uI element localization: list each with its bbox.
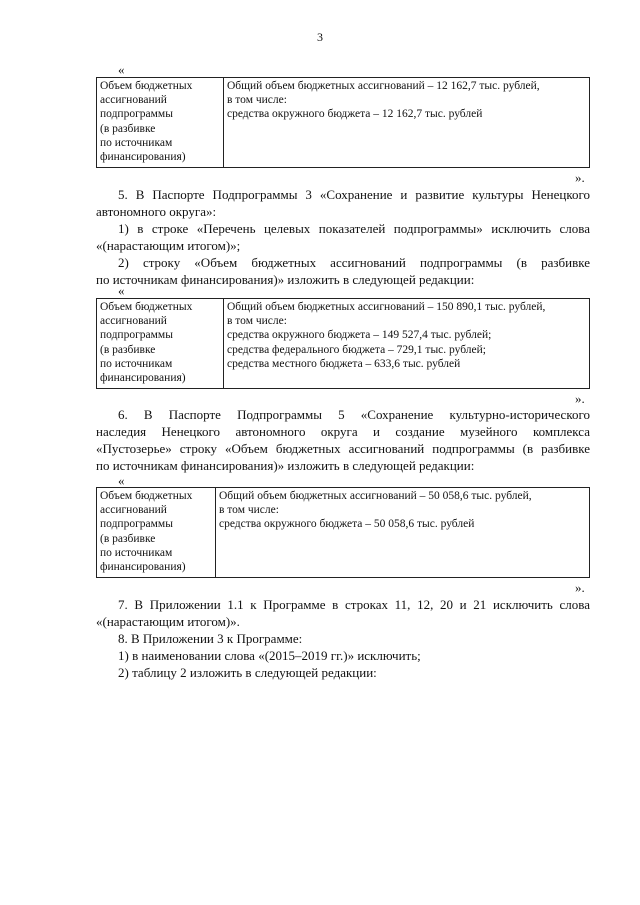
- text-line: «Пустозерье» строку «Объем бюджетных ассигнований подпрограммы (в разбивке: [96, 441, 590, 456]
- label-line: по источникам: [100, 357, 173, 370]
- paragraph-5: [96, 186, 590, 220]
- table-label-cell: [97, 299, 224, 388]
- value-line: средства местного бюджета – 633,6 тыс. рублей: [227, 357, 461, 370]
- paragraph-8-2: [96, 664, 590, 681]
- label-line: (в разбивке: [100, 122, 156, 135]
- closing-quote: ».: [575, 580, 585, 595]
- label-line: финансирования): [100, 151, 186, 164]
- value-line: средства окружного бюджета – 149 527,4 тыс. рублей;: [227, 329, 492, 342]
- paragraph-5-2: [96, 254, 590, 288]
- opening-quote: «: [118, 283, 125, 298]
- paragraph-6: [96, 406, 590, 474]
- text-line: автономного округа»:: [96, 204, 217, 219]
- table-value-cell: [224, 78, 589, 167]
- label-line: ассигнований: [100, 315, 167, 328]
- label-line: (в разбивке: [100, 343, 156, 356]
- label-line: финансирования): [100, 372, 186, 385]
- label-line: Объем бюджетных: [100, 490, 193, 502]
- value-line: в том числе:: [219, 504, 279, 517]
- label-line: (в разбивке: [100, 532, 156, 545]
- text-line: наследия Ненецкого автономного округа и создание музейного комплекса: [96, 424, 590, 439]
- label-line: Объем бюджетных: [100, 301, 193, 313]
- value-line: в том числе:: [227, 315, 287, 328]
- text-line: 1) в строке «Перечень целевых показателей подпрограммы» исключить слова: [118, 221, 590, 236]
- text-line: 5. В Паспорте Подпрограммы 3 «Сохранение и развитие культуры Ненецкого: [118, 187, 590, 202]
- page-number: 3: [317, 30, 323, 44]
- closing-quote: ».: [575, 391, 585, 406]
- text-line: 2) строку «Объем бюджетных ассигнований подпрограммы (в разбивке: [118, 255, 590, 270]
- opening-quote: «: [118, 473, 125, 488]
- text-line: по источникам финансирования)» изложить в следующей редакции:: [96, 458, 475, 473]
- text-line: 8. В Приложении 3 к Программе:: [118, 631, 303, 646]
- label-line: подпрограммы: [100, 108, 173, 121]
- opening-quote: «: [118, 62, 125, 77]
- label-line: по источникам: [100, 546, 173, 559]
- label-line: Объем бюджетных: [100, 80, 193, 92]
- value-line: средства федерального бюджета – 729,1 тыс. рублей;: [227, 343, 486, 356]
- value-line: средства окружного бюджета – 12 162,7 тыс. рублей: [227, 108, 483, 121]
- label-line: подпрограммы: [100, 329, 173, 342]
- table-label-cell: [97, 78, 224, 167]
- label-line: подпрограммы: [100, 518, 173, 531]
- budget-table-1: [96, 77, 590, 168]
- text-line: по источникам финансирования)» изложить в следующей редакции:: [96, 272, 475, 287]
- text-line: «(нарастающим итогом)»;: [96, 238, 241, 253]
- text-line: «(нарастающим итогом)».: [96, 614, 240, 629]
- value-line: средства окружного бюджета – 50 058,6 тыс. рублей: [219, 518, 475, 531]
- table-value-cell: [224, 299, 589, 388]
- closing-quote: ».: [575, 170, 585, 185]
- text-line: 7. В Приложении 1.1 к Программе в строках 11, 12, 20 и 21 исключить слова: [118, 597, 590, 612]
- paragraph-8: [96, 630, 590, 647]
- table-label-cell: [97, 488, 216, 577]
- text-line: 6. В Паспорте Подпрограммы 5 «Сохранение культурно-исторического: [118, 407, 590, 422]
- value-line: в том числе:: [227, 94, 287, 107]
- text-line: 2) таблицу 2 изложить в следующей редакции:: [118, 665, 377, 680]
- paragraph-5-1: [96, 220, 590, 254]
- budget-table-2: [96, 298, 590, 389]
- table-value-cell: [216, 488, 589, 577]
- value-line: Общий объем бюджетных ассигнований – 50 058,6 тыс. рублей,: [219, 490, 532, 502]
- text-line: 1) в наименовании слова «(2015–2019 гг.)» исключить;: [118, 648, 421, 663]
- label-line: ассигнований: [100, 504, 167, 517]
- label-line: финансирования): [100, 561, 186, 574]
- value-line: Общий объем бюджетных ассигнований – 12 162,7 тыс. рублей,: [227, 80, 540, 92]
- value-line: Общий объем бюджетных ассигнований – 150 890,1 тыс. рублей,: [227, 301, 546, 313]
- paragraph-8-1: [96, 647, 590, 664]
- label-line: ассигнований: [100, 94, 167, 107]
- paragraph-7: [96, 596, 590, 630]
- budget-table-3: [96, 487, 590, 578]
- label-line: по источникам: [100, 136, 173, 149]
